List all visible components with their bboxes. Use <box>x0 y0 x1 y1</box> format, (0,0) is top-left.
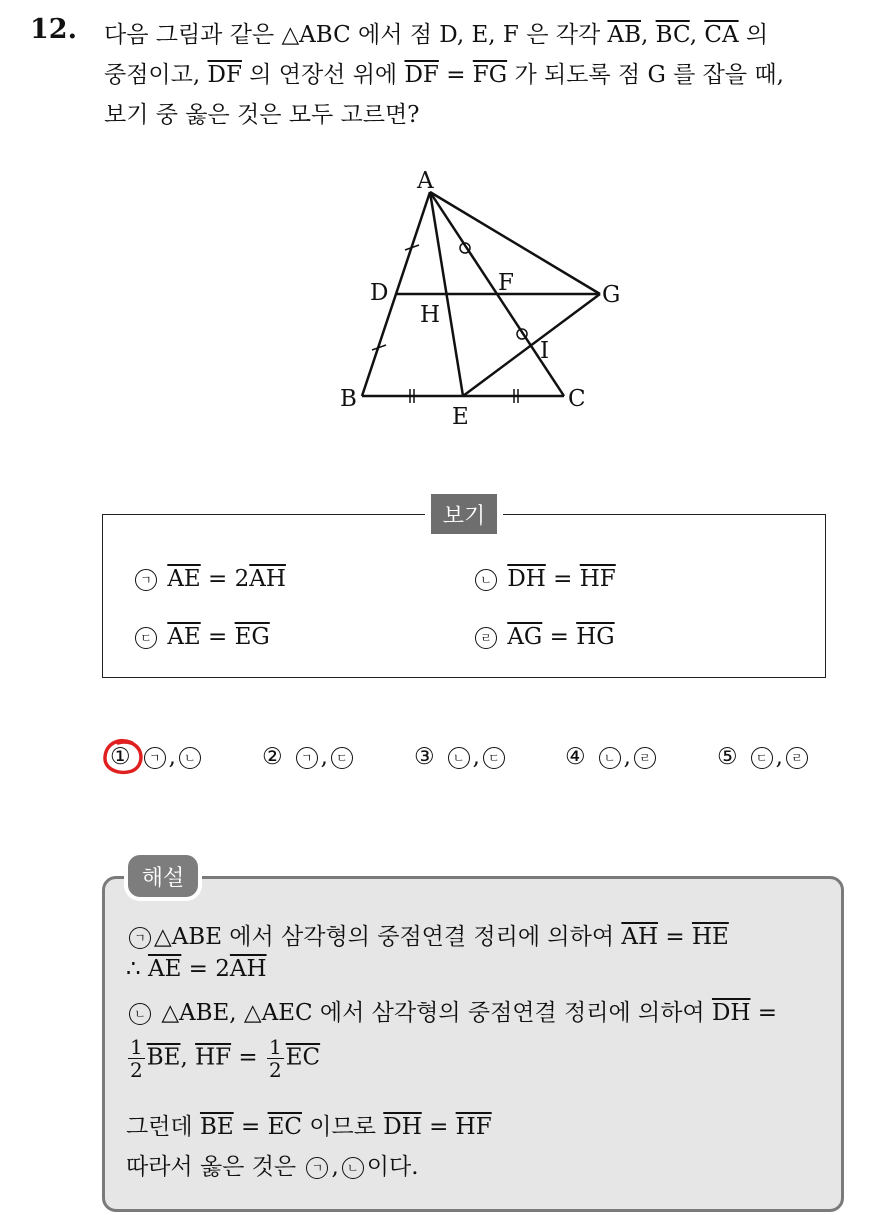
circled-giyeok-icon: ㄱ <box>129 927 151 949</box>
circled-digeut-icon: ㄷ <box>135 627 157 649</box>
segment-ec: $\overline{EC}$ <box>267 1114 302 1140</box>
question-text: 의 <box>745 22 769 48</box>
choice-3[interactable]: ③ ㄴ , ㄷ <box>414 744 508 770</box>
separator: , <box>331 1154 339 1180</box>
bogi-item-giyeok <box>132 566 286 592</box>
solution-text: 이다. <box>366 1154 419 1180</box>
bogi-item-digeut <box>132 624 270 650</box>
segment-dh: $\overline{DH}$ <box>507 566 546 592</box>
label-g: G <box>602 282 621 308</box>
circled-jamo-icon: ㄴ <box>448 747 470 769</box>
selected-answer-mark <box>102 737 146 777</box>
question-text: 중점이고, <box>104 62 201 88</box>
choice-number: ⑤ <box>717 744 738 770</box>
segment-be: $\overline{BE}$ <box>146 1044 181 1071</box>
solution-text: △ABE 에서 삼각형의 중점연결 정리에 의하여 <box>154 924 615 950</box>
choice-number: ④ <box>565 744 586 770</box>
equals-sign: = <box>208 624 228 650</box>
fraction-half <box>128 1036 145 1081</box>
segment-he: $\overline{HE}$ <box>691 924 729 950</box>
solution-line-5 <box>126 1108 492 1141</box>
equals-sign: = <box>238 1044 258 1071</box>
solution-text: △ABE, △AEC 에서 삼각형의 중점연결 정리에 의하여 <box>161 1000 705 1026</box>
segment-df: $\overline{DF}$ <box>207 62 242 88</box>
segment-ec: $\overline{EC}$ <box>285 1044 321 1071</box>
choice-4[interactable]: ④ ㄴ , ㄹ <box>565 744 659 770</box>
segment-ae: $\overline{AE}$ <box>167 624 201 650</box>
question-number: 12. <box>30 14 77 45</box>
segment-bc: $\overline{BC}$ <box>655 22 690 48</box>
equals-sign: = <box>240 1114 261 1140</box>
question-text: 가 되도록 점 G 를 잡을 때, <box>514 62 784 88</box>
bogi-box <box>102 514 826 678</box>
segment-eg <box>463 294 600 396</box>
solution-line-1 <box>126 918 729 951</box>
segment-hf: $\overline{HF}$ <box>579 566 616 592</box>
circled-jamo-icon: ㄷ <box>483 747 505 769</box>
choice-1[interactable]: ① ㄱ , ㄴ <box>110 744 204 770</box>
question-text: 의 연장선 위에 <box>249 62 398 88</box>
circled-jamo-icon: ㄹ <box>634 747 656 769</box>
equals-sign: = <box>553 566 573 592</box>
choice-number: ① <box>110 744 131 770</box>
fraction-numerator: 1 <box>130 1035 143 1059</box>
bogi-item-nieun <box>472 566 616 592</box>
circled-giyeok-icon: ㄱ <box>306 1157 328 1179</box>
solution-text: 따라서 옳은 것은 <box>126 1154 297 1180</box>
therefore-symbol: ∴ <box>126 956 141 982</box>
circled-giyeok-icon: ㄱ <box>135 569 157 591</box>
question-line-2 <box>104 56 784 89</box>
solution-line-4 <box>126 1036 320 1081</box>
segment-ag: $\overline{AG}$ <box>507 624 543 650</box>
equals-sign: = <box>429 1114 449 1140</box>
fraction-numerator: 1 <box>269 1035 282 1059</box>
circled-jamo-icon: ㄹ <box>786 747 808 769</box>
segment-eg: $\overline{EG}$ <box>234 624 270 650</box>
segment-dh: $\overline{DH}$ <box>711 1000 751 1026</box>
separator: , <box>180 1044 188 1071</box>
segment-ab: $\overline{AB}$ <box>607 22 641 48</box>
circled-nieun-icon: ㄴ <box>342 1157 364 1179</box>
equals-sign: = <box>757 1000 778 1026</box>
segment-ah: $\overline{AH}$ <box>229 956 267 982</box>
choice-5[interactable]: ⑤ ㄷ , ㄹ <box>717 744 811 770</box>
equals-sign: = <box>665 924 685 950</box>
label-a: A <box>417 168 434 194</box>
fraction-denominator: 2 <box>269 1058 282 1082</box>
separator: , <box>689 22 698 48</box>
segment-hf: $\overline{HF}$ <box>195 1044 232 1071</box>
label-d: D <box>370 280 389 306</box>
solution-text: 이므로 <box>309 1114 376 1140</box>
segment-df: $\overline{DF}$ <box>404 62 439 88</box>
coefficient: 2 <box>234 566 250 592</box>
choice-number: ② <box>262 744 283 770</box>
choice-2[interactable]: ② ㄱ , ㄷ <box>262 744 356 770</box>
circled-jamo-icon: ㄴ <box>179 747 201 769</box>
label-b: B <box>340 386 357 412</box>
circled-jamo-icon: ㄱ <box>296 747 318 769</box>
segment-ag <box>430 192 600 294</box>
bogi-item-rieul <box>472 624 615 650</box>
segment-ca: $\overline{CA}$ <box>704 22 739 48</box>
solution-line-6 <box>126 1148 419 1181</box>
circled-jamo-icon: ㄷ <box>331 747 353 769</box>
solution-line-3 <box>126 994 777 1027</box>
question-line-1 <box>104 16 768 49</box>
question-line-3: 보기 중 옳은 것은 모두 고르면? <box>104 102 420 128</box>
fraction-half <box>267 1036 284 1081</box>
equals-sign: = <box>549 624 569 650</box>
question-text: 다음 그림과 같은 △ABC 에서 점 D, E, F 은 각각 <box>104 22 601 48</box>
label-e: E <box>452 404 469 430</box>
segment-fg: $\overline{FG}$ <box>472 62 508 88</box>
choice-number: ③ <box>414 744 435 770</box>
circled-nieun-icon: ㄴ <box>129 1003 151 1025</box>
segment-ah: $\overline{AH}$ <box>621 924 659 950</box>
segment-hg: $\overline{HG}$ <box>576 624 615 650</box>
solution-text: 그런데 <box>126 1114 193 1140</box>
solution-line-2 <box>126 956 267 982</box>
equals-sign: = <box>446 62 466 88</box>
equals-sign: = <box>208 566 228 592</box>
circled-jamo-icon: ㄷ <box>751 747 773 769</box>
segment-ae: $\overline{AE}$ <box>147 956 182 982</box>
circled-nieun-icon: ㄴ <box>475 569 497 591</box>
fraction-denominator: 2 <box>130 1058 143 1082</box>
segment-ae: $\overline{AE}$ <box>167 566 201 592</box>
segment-dh: $\overline{DH}$ <box>383 1114 422 1140</box>
separator: , <box>641 22 649 48</box>
label-f: F <box>498 270 514 296</box>
circled-jamo-icon: ㄴ <box>599 747 621 769</box>
label-i: I <box>540 338 550 364</box>
equals-sign: = 2 <box>188 956 230 982</box>
circled-rieul-icon: ㄹ <box>475 627 497 649</box>
solution-tab: 해설 <box>128 855 198 897</box>
segment-be: $\overline{BE}$ <box>199 1114 234 1140</box>
segment-ah: $\overline{AH}$ <box>249 566 286 592</box>
circled-jamo-icon: ㄱ <box>144 747 166 769</box>
label-h: H <box>420 302 441 328</box>
bogi-title: 보기 <box>431 494 497 534</box>
segment-hf: $\overline{HF}$ <box>455 1114 492 1140</box>
triangle-figure <box>330 160 630 440</box>
label-c: C <box>568 386 586 412</box>
